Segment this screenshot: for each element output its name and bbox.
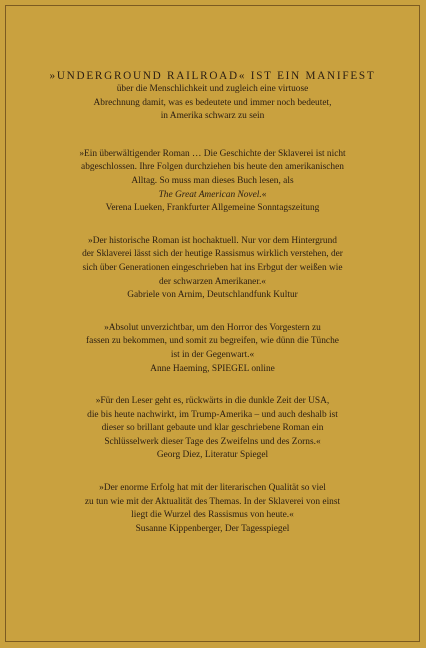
quote-line: Alltag. So muss man dieses Buch lesen, als: [131, 175, 294, 186]
blurb-content: [34, 69, 391, 555]
intro-line: in Amerika schwarz zu sein: [160, 111, 265, 122]
review-quote: [34, 482, 391, 536]
quote-source: Anne Haeming, SPIEGEL online: [150, 363, 275, 374]
quote-line: abgeschlossen. Ihre Folgen durchziehen bis heute den amerikanischen: [81, 162, 344, 173]
quote-line: ist in der Gegenwart.«: [170, 349, 255, 360]
intro-text: [34, 83, 391, 124]
quote-source: Gabriele von Arnim, Deutschlandfunk Kultur: [127, 290, 298, 301]
review-quote: [34, 148, 391, 216]
review-quote: [34, 235, 391, 303]
quote-line: »Für den Leser geht es, rückwärts in die dunkle Zeit der USA,: [95, 396, 330, 407]
headline: »UNDERGROUND RAILROAD« IST EIN MANIFEST: [49, 70, 376, 82]
quote-source: Verena Lueken, Frankfurter Allgemeine Sonntagszeitung: [105, 203, 320, 214]
review-quote: [34, 395, 391, 463]
quote-line: [34, 189, 391, 203]
quote-line: die bis heute nachwirkt, im Trump-Amerika – und auch deshalb ist: [87, 409, 338, 420]
quote-line: zu tun wie mit der Aktualität des Themas. In der Sklaverei von einst: [84, 496, 341, 507]
intro-line: über die Menschlichkeit und zugleich eine virtuose: [116, 84, 309, 94]
quote-line: »Absolut unverzichtbar, um den Horror des Vorgestern zu: [104, 322, 321, 333]
quote-line: »Der historische Roman ist hochaktuell. Nur vor dem Hintergrund: [88, 235, 337, 246]
quote-line: »Der enorme Erfolg hat mit der literarischen Qualität so viel: [99, 483, 326, 494]
quote-line: der Sklaverei lässt sich der heutige Rassismus wirklich verstehen, der: [82, 249, 343, 260]
quote-closing-mark: «: [261, 189, 267, 200]
quote-line: fassen zu bekommen, und somit zu begreifen, wie dünn die Tünche: [86, 336, 339, 347]
review-quote: [34, 322, 391, 376]
cover-border-frame: [5, 5, 420, 642]
quote-line: dieser so brillant gebaute und klar geschriebene Roman ein: [101, 423, 324, 434]
quote-line: der schwarzen Amerikaner.«: [159, 276, 266, 287]
quote-line: »Ein überwältigender Roman … Die Geschichte der Sklaverei ist nicht: [79, 148, 346, 159]
quote-source: Georg Diez, Literatur Spiegel: [156, 450, 269, 461]
intro-line: Abrechnung damit, was es bedeutete und immer noch bedeutet,: [93, 97, 332, 108]
quote-book-title: The Great American Novel.: [158, 189, 262, 200]
quote-source: Susanne Kippenberger, Der Tagesspiegel: [135, 523, 290, 534]
quote-line: liegt die Wurzel des Rassismus von heute.«: [131, 510, 294, 521]
quote-line: Schlüsselwerk dieser Tage des Zweifelns und des Zorns.«: [104, 436, 321, 447]
quote-line: sich über Generationen eingeschrieben hat ins Erbgut der weißen wie: [82, 262, 343, 273]
